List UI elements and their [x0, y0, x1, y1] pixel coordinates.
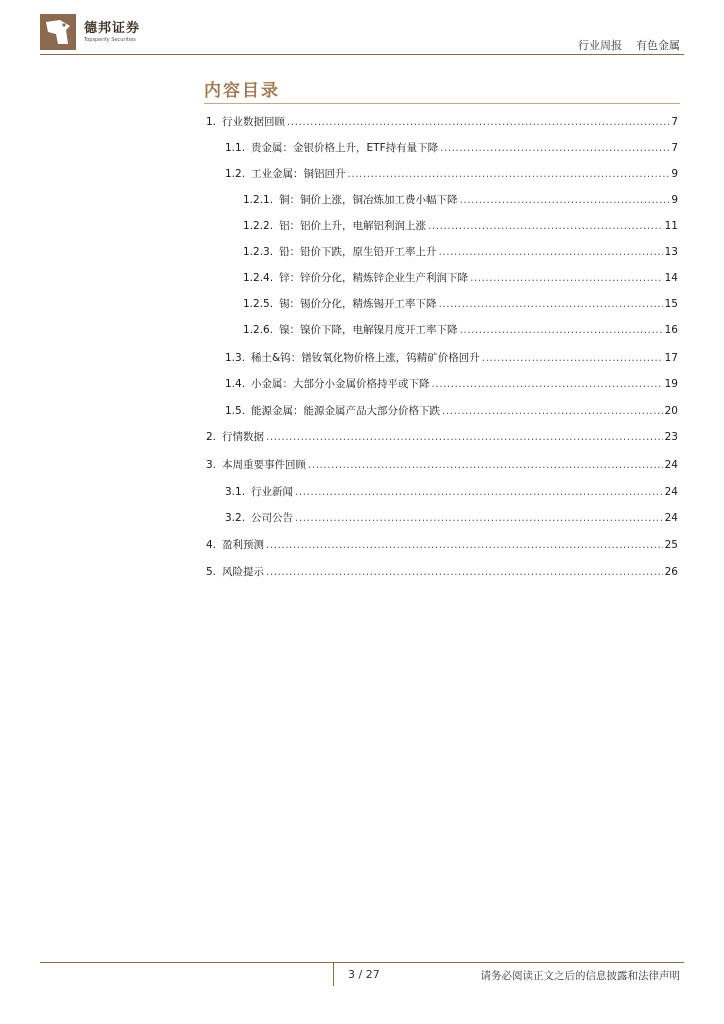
report-header — [578, 37, 680, 53]
toc-entry-page: 11 — [664, 220, 678, 232]
toc-entry-page: 17 — [664, 352, 678, 364]
toc-entry-page: 13 — [664, 246, 678, 258]
toc-entry[interactable] — [225, 483, 678, 501]
toc-entry[interactable] — [243, 321, 678, 339]
toc-entry-leader — [482, 349, 663, 367]
toc-entry[interactable] — [225, 349, 678, 367]
toc-entry-leader — [439, 243, 663, 261]
toc-entry-page: 7 — [671, 142, 678, 154]
toc-entry[interactable] — [243, 295, 678, 313]
toc-entry[interactable] — [206, 536, 678, 554]
toc-entry-leader — [295, 483, 663, 501]
toc-entry-number: 2. — [206, 431, 217, 443]
toc-entry-label: 风险提示 — [222, 566, 265, 578]
toc-entry[interactable] — [225, 375, 678, 393]
toc-entry-number: 1.3. — [225, 352, 246, 364]
doc-type: 行业周报 — [578, 39, 622, 52]
toc-entry-label: 小金属：大部分小金属价格持平或下降 — [251, 378, 430, 390]
toc-entry-leader — [266, 428, 663, 446]
toc-entry-leader — [432, 375, 663, 393]
toc-title-underline — [204, 103, 680, 104]
toc-entry-label: 铅：铅价下跌，原生铅开工率上升 — [279, 246, 437, 258]
logo-text-cn: 德邦证券 — [84, 21, 141, 36]
toc-entry-page: 9 — [671, 194, 678, 206]
toc-entry[interactable] — [225, 139, 678, 157]
toc-entry-number: 1.2.1. — [243, 194, 274, 206]
toc-entry-label: 盈利预测 — [222, 539, 265, 551]
company-logo — [40, 14, 170, 50]
toc-entry[interactable] — [206, 456, 678, 474]
footer-divider — [40, 962, 684, 963]
toc-entry[interactable] — [225, 509, 678, 527]
toc-entry-page: 24 — [664, 459, 678, 471]
footer-tick — [333, 962, 334, 986]
toc-entry-label: 行情数据 — [222, 431, 265, 443]
toc-entry-page: 19 — [664, 378, 678, 390]
toc-entry-leader — [460, 191, 670, 209]
toc-entry-number: 1.2.6. — [243, 324, 274, 336]
toc-entry-page: 20 — [664, 405, 678, 417]
toc-entry-number: 3. — [206, 459, 217, 471]
toc-entry-leader — [440, 139, 669, 157]
toc-entry-leader — [295, 509, 663, 527]
toc-entry-number: 4. — [206, 539, 217, 551]
toc-entry-leader — [348, 165, 670, 183]
toc-entry-leader — [460, 321, 663, 339]
sector-name: 有色金属 — [636, 39, 680, 52]
toc-entry-leader — [266, 563, 663, 581]
toc-entry-label: 稀土&钨：镨钕氧化物价格上涨，钨精矿价格回升 — [251, 352, 480, 364]
toc-entry-label: 铜：铜价上涨，铜冶炼加工费小幅下降 — [279, 194, 458, 206]
toc-title: 内容目录 — [204, 81, 280, 101]
toc-entry-number: 1.5. — [225, 405, 246, 417]
toc-entry-label: 能源金属：能源金属产品大部分价格下跌 — [251, 405, 441, 417]
toc-entry-leader — [308, 456, 663, 474]
toc-entry-number: 1.2. — [225, 168, 246, 180]
toc-entry-leader — [439, 295, 663, 313]
header-divider — [40, 54, 684, 55]
toc-entry-leader — [428, 217, 663, 235]
logo-text-en: Topsperity Securities — [84, 37, 136, 43]
toc-entry-number: 3.1. — [225, 486, 246, 498]
toc-entry-label: 锌：锌价分化，精炼锌企业生产利润下降 — [279, 272, 469, 284]
toc-entry-number: 1.2.5. — [243, 298, 274, 310]
toc-entry-number: 5. — [206, 566, 217, 578]
toc-entry[interactable] — [206, 563, 678, 581]
toc-entry-page: 14 — [664, 272, 678, 284]
toc-entry-number: 1.2.2. — [243, 220, 274, 232]
toc-entry-number: 1. — [206, 116, 217, 128]
toc-entry-number: 1.4. — [225, 378, 246, 390]
toc-entry-leader — [470, 269, 663, 287]
toc-entry-page: 9 — [671, 168, 678, 180]
toc-entry[interactable] — [206, 428, 678, 446]
toc-entry-number: 1.1. — [225, 142, 246, 154]
toc-entry[interactable] — [243, 243, 678, 261]
toc-entry-number: 1.2.4. — [243, 272, 274, 284]
toc-entry-page: 15 — [664, 298, 678, 310]
toc-entry[interactable] — [225, 402, 678, 420]
toc-entry-number: 1.2.3. — [243, 246, 274, 258]
toc-entry[interactable] — [225, 165, 678, 183]
toc-entry[interactable] — [243, 217, 678, 235]
toc-entry[interactable] — [206, 113, 678, 131]
toc-entry[interactable] — [243, 191, 678, 209]
toc-entry-page: 7 — [671, 116, 678, 128]
toc-entry-page: 25 — [664, 539, 678, 551]
toc-entry-label: 贵金属：金银价格上升，ETF持有量下降 — [251, 142, 439, 154]
toc-entry-label: 行业新闻 — [251, 486, 294, 498]
toc-entry-leader — [287, 113, 669, 131]
toc-entry-label: 锡：锡价分化，精炼锡开工率下降 — [279, 298, 437, 310]
toc-entry-label: 公司公告 — [251, 512, 294, 524]
toc-entry-page: 24 — [664, 486, 678, 498]
toc-entry-label: 行业数据回顾 — [222, 116, 286, 128]
disclaimer: 请务必阅读正文之后的信息披露和法律声明 — [480, 970, 680, 982]
toc-entry-leader — [442, 402, 663, 420]
toc-entry-page: 26 — [664, 566, 678, 578]
toc-entry-label: 工业金属：铜铝回升 — [251, 168, 346, 180]
toc-entry-label: 镍：镍价下降，电解镍月度开工率下降 — [279, 324, 458, 336]
toc-entry[interactable] — [243, 269, 678, 287]
toc-entry-page: 16 — [664, 324, 678, 336]
toc-entry-leader — [266, 536, 663, 554]
toc-entry-label: 铝：铝价上升，电解铝利润上涨 — [279, 220, 427, 232]
toc-entry-page: 24 — [664, 512, 678, 524]
toc-entry-number: 3.2. — [225, 512, 246, 524]
toc-entry-page: 23 — [664, 431, 678, 443]
toc-entry-label: 本周重要事件回顾 — [222, 459, 307, 471]
company-logo-mark-icon — [40, 14, 76, 50]
page-number: 3 / 27 — [348, 968, 380, 981]
